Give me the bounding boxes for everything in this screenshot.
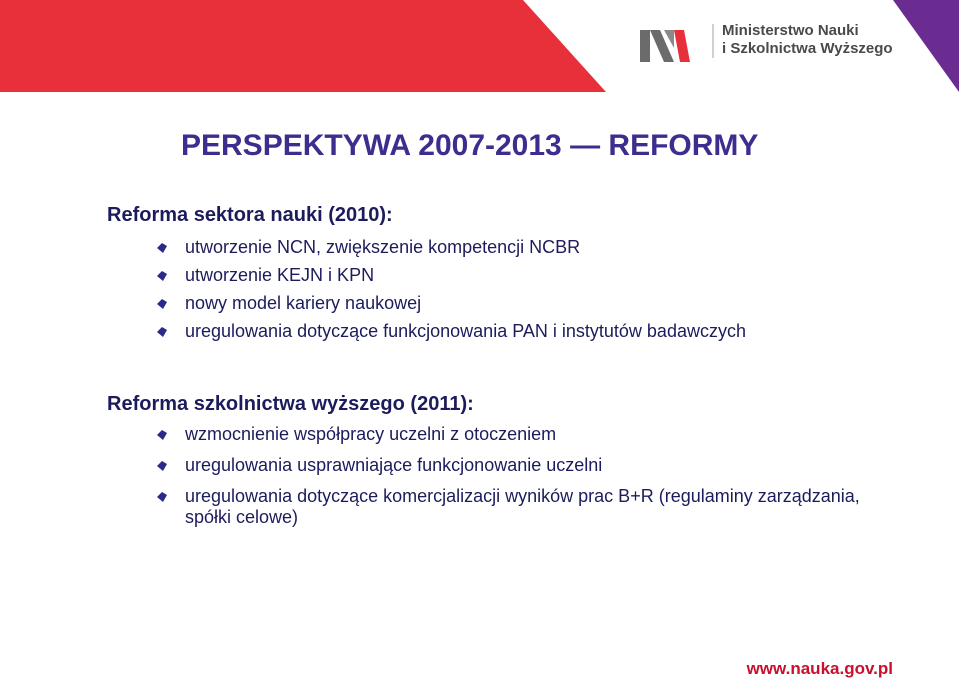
list-item: [155, 455, 875, 476]
list-item-text: utworzenie KEJN i KPN: [185, 265, 375, 285]
list-item-text: utworzenie NCN, zwiększenie kompetencji NCBR: [185, 237, 581, 257]
slide-title: PERSPEKTYWA 2007-2013 — REFORMY: [181, 129, 759, 162]
science-reform-list: [155, 237, 746, 342]
ministry-name: [722, 22, 893, 58]
footer-website-url: www.nauka.gov.pl: [746, 659, 893, 678]
bullet-icon: [155, 297, 169, 311]
ministry-logo-icon: [640, 22, 690, 62]
bullet-icon: [155, 490, 169, 504]
list-item: [155, 321, 746, 342]
bullet-icon: [155, 325, 169, 339]
logo-separator: [712, 24, 714, 58]
bullet-icon: [155, 241, 169, 255]
list-item-text: uregulowania dotyczące funkcjonowania PAN i instytutów badawczych: [185, 321, 746, 341]
bullet-icon: [155, 459, 169, 473]
list-item: [155, 237, 746, 258]
list-item: [155, 293, 746, 314]
red-band-shape: [0, 0, 606, 92]
ministry-name-line2: i Szkolnictwa Wyższego: [722, 40, 893, 57]
list-item: [155, 424, 875, 445]
section-heading-science: Reforma sektora nauki (2010):: [107, 204, 393, 226]
list-item: [155, 486, 875, 528]
list-item-text: nowy model kariery naukowej: [185, 293, 422, 313]
list-item-text: uregulowania dotyczące komercjalizacji wyników prac B+R (regulaminy zarządzania, spółki celowe): [185, 486, 860, 527]
bullet-icon: [155, 428, 169, 442]
list-item: [155, 265, 746, 286]
list-item-text: wzmocnienie współpracy uczelni z otoczeniem: [185, 424, 557, 444]
purple-corner-shape: [893, 0, 959, 92]
section-heading-higher-education: Reforma szkolnictwa wyższego (2011):: [107, 393, 474, 415]
bullet-icon: [155, 269, 169, 283]
higher-education-reform-list: [155, 424, 875, 528]
list-item-text: uregulowania usprawniające funkcjonowanie uczelni: [185, 455, 603, 475]
ministry-name-line1: Ministerstwo Nauki: [722, 22, 859, 39]
